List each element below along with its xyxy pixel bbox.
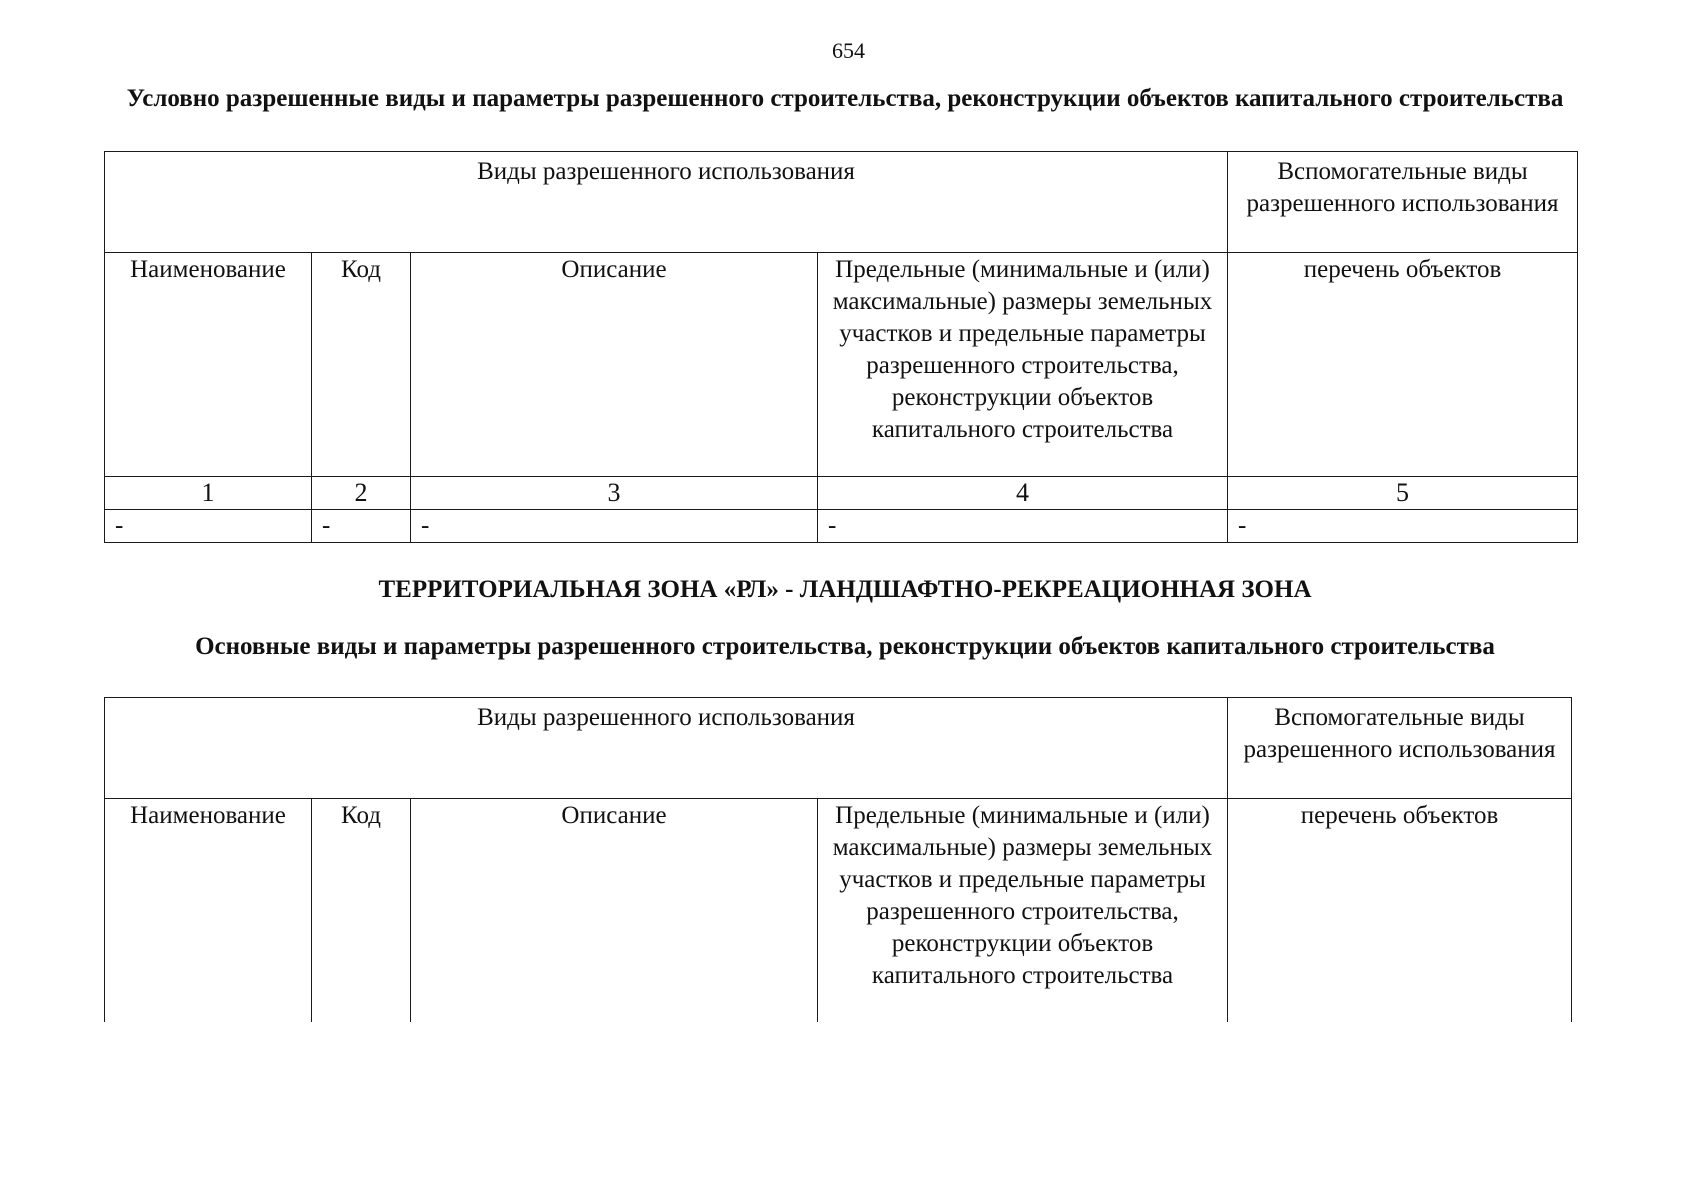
main-uses-table [104, 697, 1572, 1022]
table-row [105, 510, 1578, 543]
column-number: 5 [1228, 477, 1578, 510]
col-code-header: Код [312, 799, 411, 1023]
table-header-row [105, 698, 1572, 799]
conditional-uses-table [104, 151, 1578, 543]
col-params-header: Предельные (минимальные и (или) максимальные) размеры земельных участков и предельные параметры разрешенного строительства, реконструкции объектов капитального строительства [818, 253, 1228, 477]
col-code-header: Код [312, 253, 411, 477]
column-numbers-row [105, 477, 1578, 510]
zone-title: ТЕРРИТОРИАЛЬНАЯ ЗОНА «РЛ» - ЛАНДШАФТНО-РЕКРЕАЦИОННАЯ ЗОНА [378, 576, 1312, 603]
column-number: 1 [105, 477, 312, 510]
column-number: 2 [312, 477, 411, 510]
col-desc-header: Описание [411, 253, 818, 477]
section-title-main: Основные виды и параметры разрешенного строительства, реконструкции объектов капитального строительства [195, 633, 1495, 660]
col-name-header: Наименование [105, 799, 312, 1023]
table-cell: - [411, 510, 818, 543]
col-params-header: Предельные (минимальные и (или) максимальные) размеры земельных участков и предельные параметры разрешенного строительства, реконструкции объектов капитального строительства [818, 799, 1228, 1023]
table-header-row [105, 152, 1578, 253]
table-cell: - [818, 510, 1228, 543]
table-cell: - [1228, 510, 1578, 543]
header-aux-cell: Вспомогательные виды разрешенного использования [1228, 698, 1572, 799]
col-objects-header: перечень объектов [1228, 253, 1578, 477]
col-desc-header: Описание [411, 799, 818, 1023]
column-number: 3 [411, 477, 818, 510]
table-cell: - [105, 510, 312, 543]
header-aux-cell: Вспомогательные виды разрешенного использования [1228, 152, 1578, 253]
col-name-header: Наименование [105, 253, 312, 477]
table-cell: - [312, 510, 411, 543]
header-main-cell: Виды разрешенного использования [105, 698, 1228, 799]
section-title-conditional: Условно разрешенные виды и параметры разрешенного строительства, реконструкции объектов капитального строительства [126, 85, 1564, 112]
table-subheader-row [105, 799, 1572, 1023]
page-number: 654 [832, 38, 865, 63]
column-number: 4 [818, 477, 1228, 510]
header-main-cell: Виды разрешенного использования [105, 152, 1228, 253]
table-subheader-row [105, 253, 1578, 477]
col-objects-header: перечень объектов [1228, 799, 1572, 1023]
